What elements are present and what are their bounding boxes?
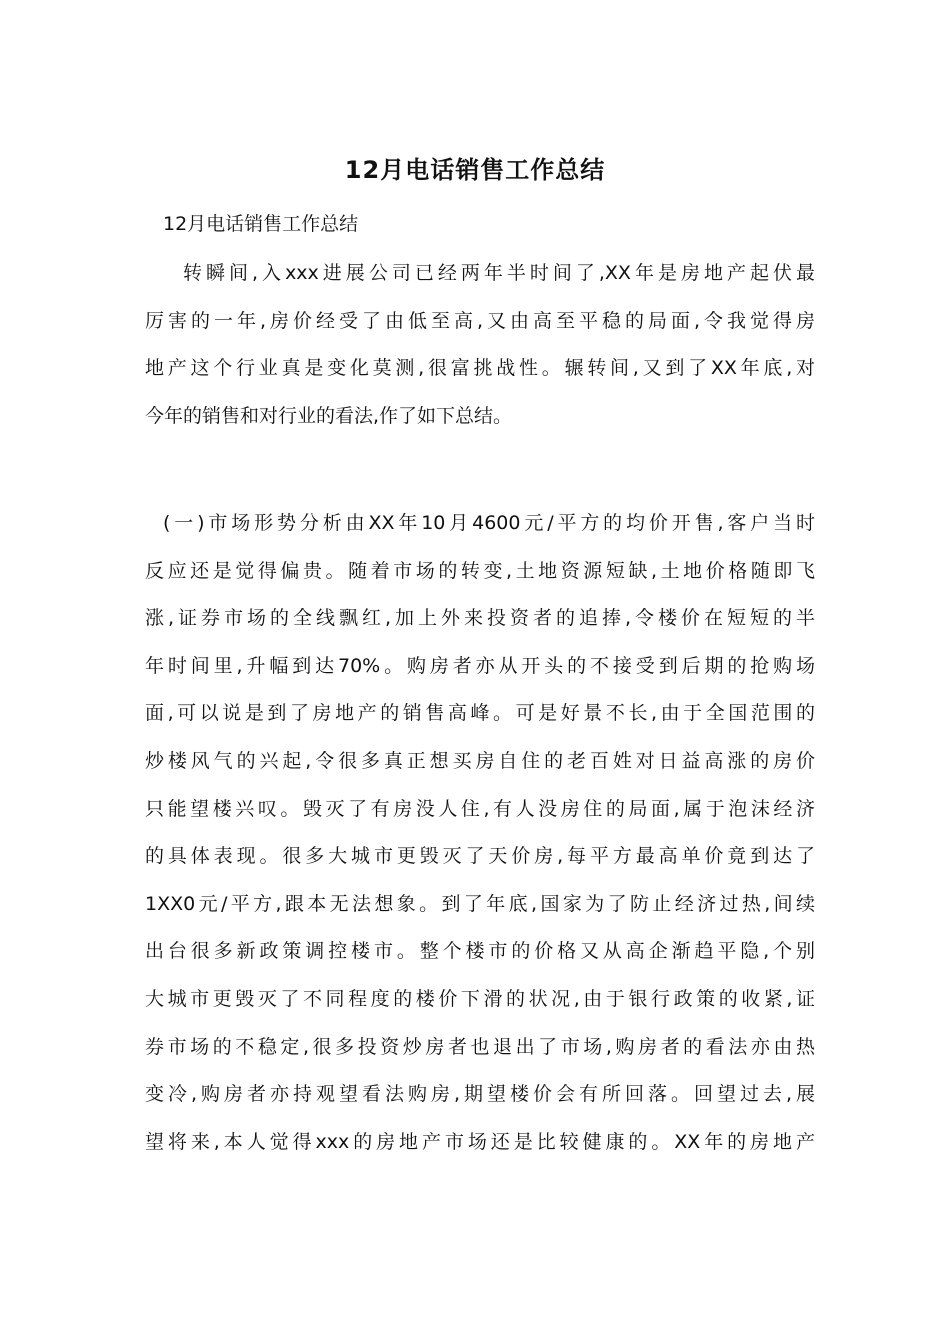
paragraph-line: 年时间里,升幅到达70%。购房者亦从开头的不接受到后期的抢购场	[145, 654, 815, 677]
paragraph-line: 出台很多新政策调控楼市。整个楼市的价格又从高企渐趋平隐,个别	[145, 940, 815, 963]
document-subtitle: 12月电话销售工作总结	[163, 213, 359, 235]
paragraph-line: 1XX0元/平方,跟本无法想象。到了年底,国家为了防止经济过热,间续	[145, 892, 815, 915]
paragraph-line: 厉害的一年,房价经受了由低至高,又由高至平稳的局面,令我觉得房	[145, 309, 815, 332]
paragraph-line: 面,可以说是到了房地产的销售高峰。可是好景不长,由于全国范围的	[145, 702, 815, 725]
paragraph-intro	[145, 250, 815, 440]
paragraph-line: 今年的销售和对行业的看法,作了如下总结。	[145, 404, 513, 427]
paragraph-line: 地产这个行业真是变化莫测,很富挑战性。辗转间,又到了XX年底,对	[145, 357, 815, 380]
paragraph-line: 反应还是觉得偏贵。随着市场的转变,土地资源短缺,土地价格随即飞	[145, 559, 815, 582]
paragraph-line: 变冷,购房者亦持观望看法购房,期望楼价会有所回落。回望过去,展	[145, 1083, 815, 1106]
paragraph-line: 转瞬间,入xxx进展公司已经两年半时间了,XX年是房地产起伏最	[183, 262, 815, 284]
paragraph-line: 的具体表现。很多大城市更毁灭了天价房,每平方最高单价竟到达了	[145, 845, 815, 868]
paragraph-line: 炒楼风气的兴起,令很多真正想买房自住的老百姓对日益高涨的房价	[145, 749, 815, 772]
paragraph-line: 大城市更毁灭了不同程度的楼价下滑的状况,由于银行政策的收紧,证	[145, 987, 815, 1010]
paragraph-line: 涨,证券市场的全线飘红,加上外来投资者的追捧,令楼价在短短的半	[145, 607, 815, 630]
paragraph-line: 券市场的不稳定,很多投资炒房者也退出了市场,购房者的看法亦由热	[145, 1035, 815, 1058]
document-title: 12月电话销售工作总结	[344, 156, 606, 184]
paragraph-market-analysis	[145, 500, 815, 1166]
paragraph-line: 望将来,本人觉得xxx的房地产市场还是比较健康的。XX年的房地产	[145, 1130, 815, 1153]
paragraph-line: (一)市场形势分析由XX年10月4600元/平方的均价开售,客户当时	[163, 512, 815, 534]
paragraph-line: 只能望楼兴叹。毁灭了有房没人住,有人没房住的局面,属于泡沫经济	[145, 797, 815, 820]
